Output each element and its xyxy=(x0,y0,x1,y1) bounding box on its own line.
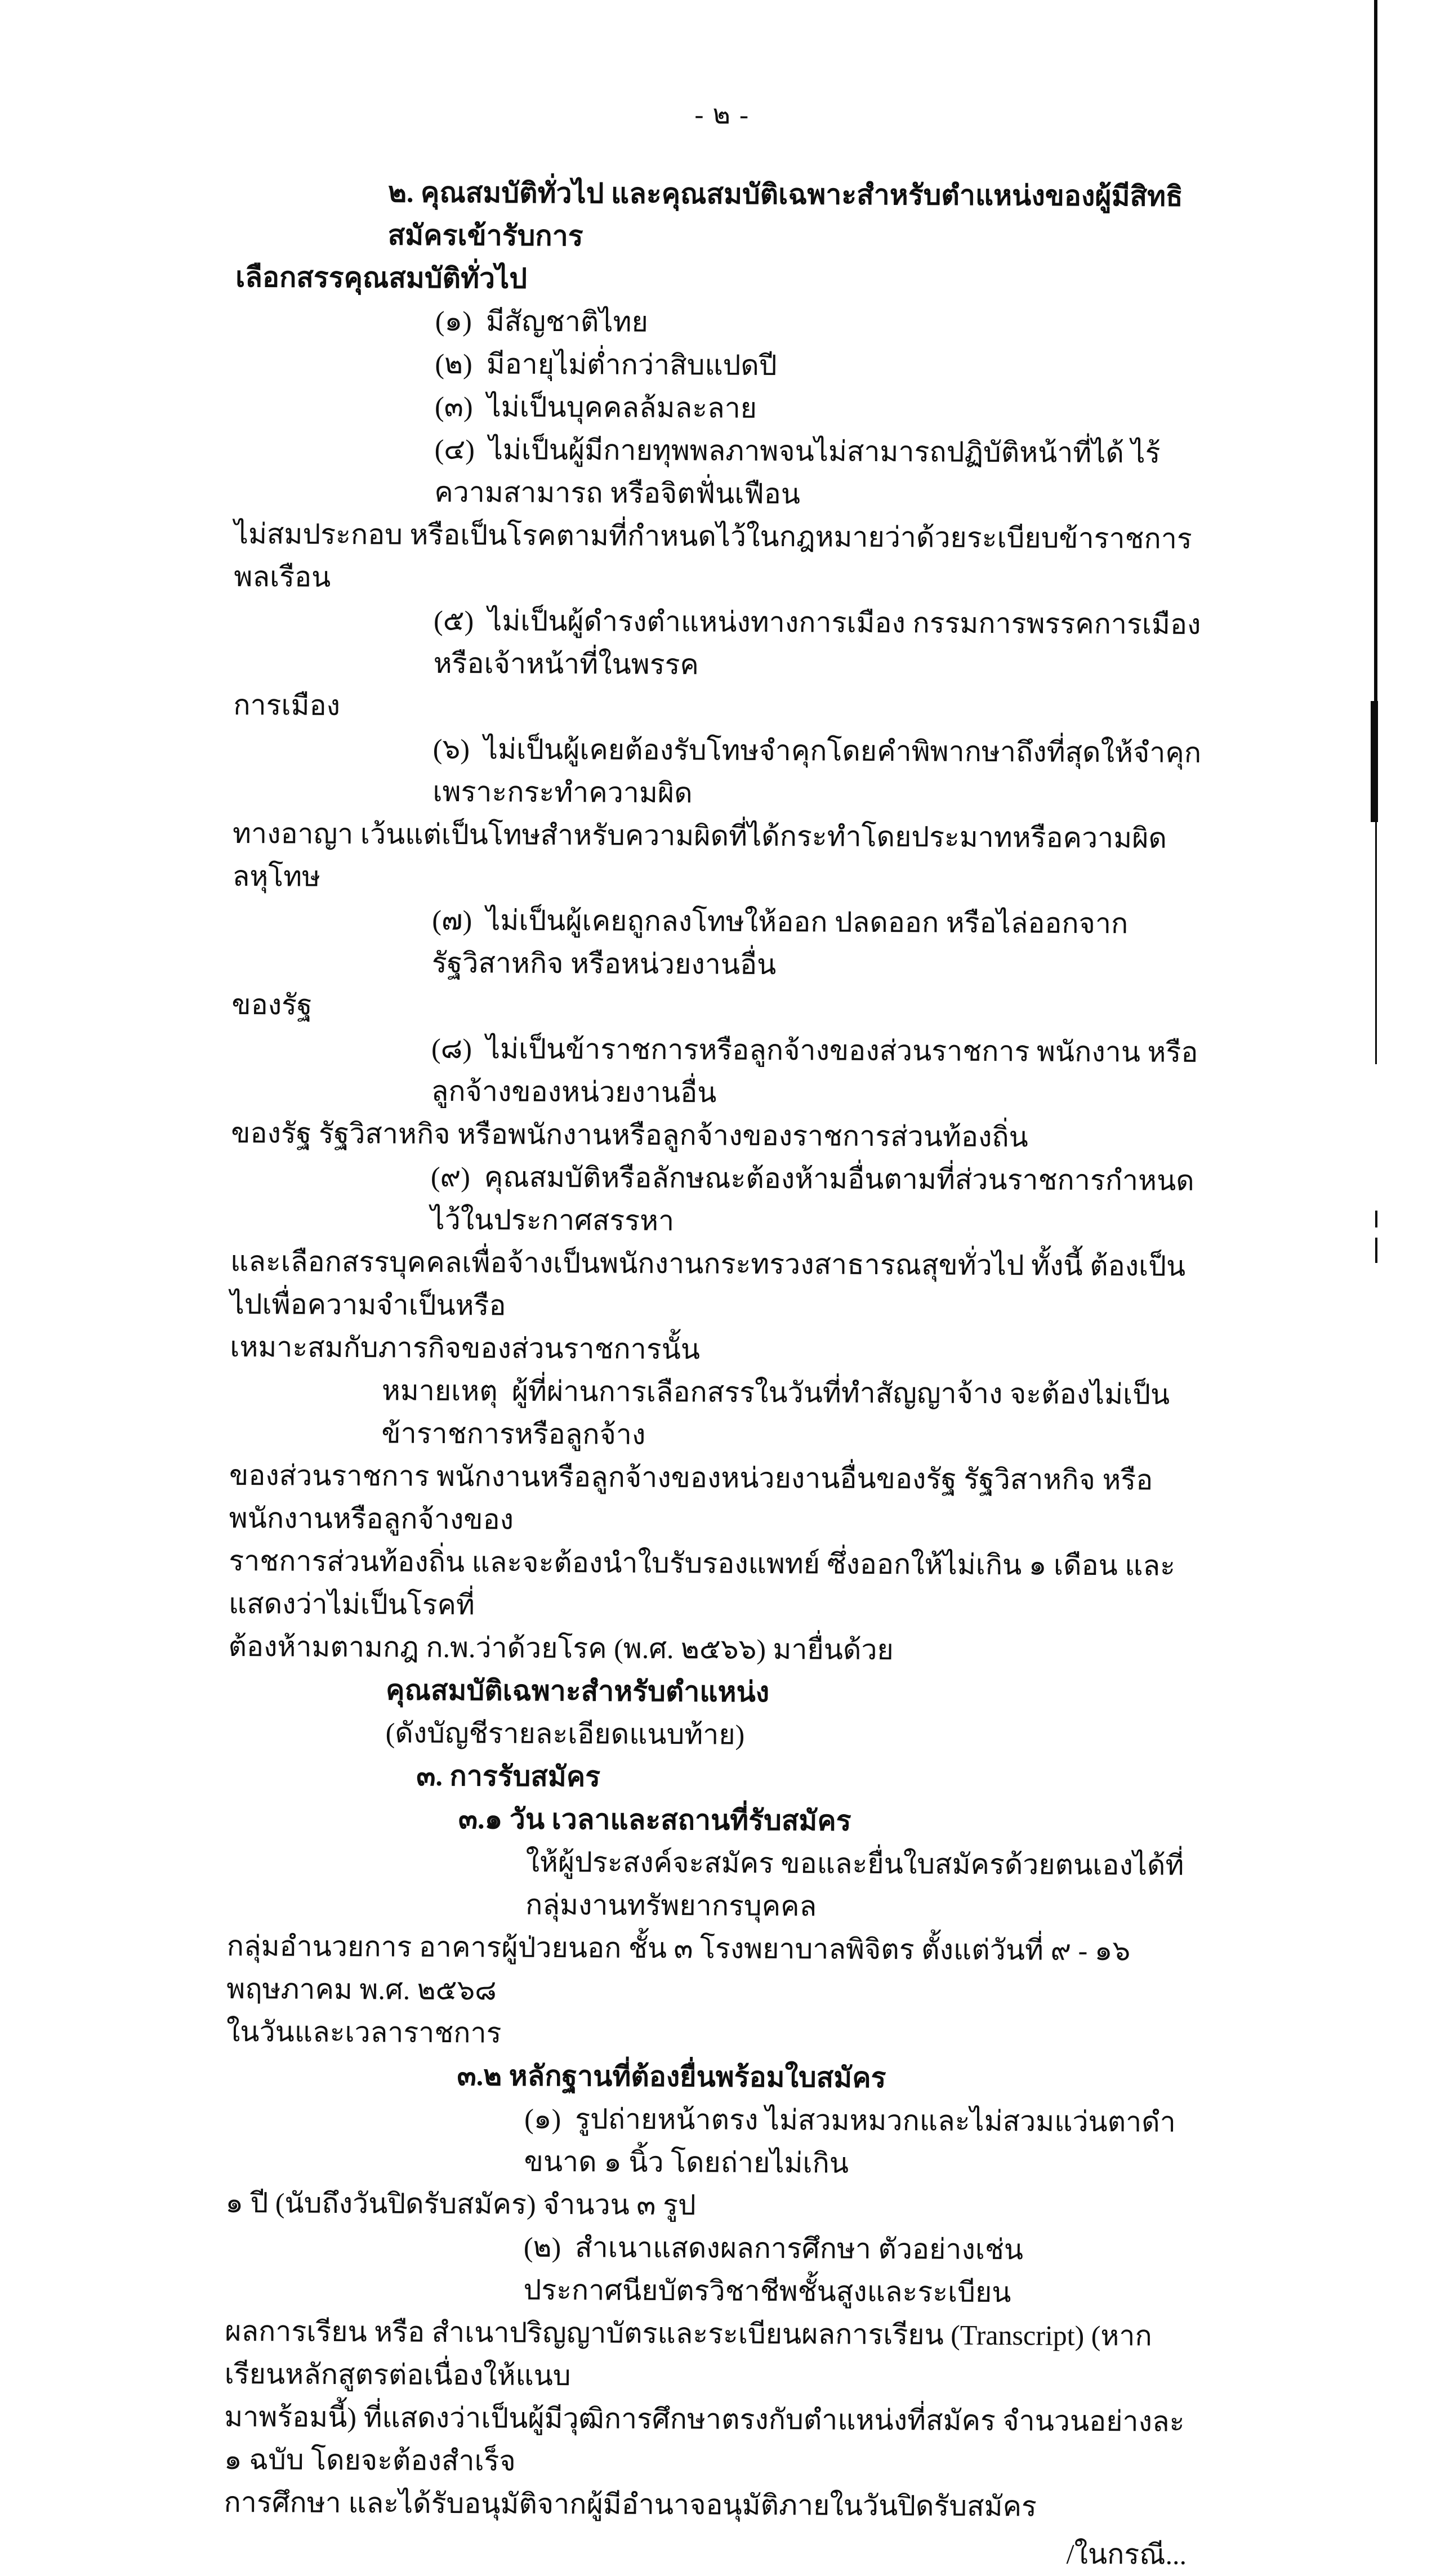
scan-artifact-line xyxy=(1375,1211,1377,1227)
text-line: ๓.๑ วัน เวลาและสถานที่รับสมัคร xyxy=(458,1803,851,1837)
continuation-marker: /ในกรณี... xyxy=(1066,2538,1187,2570)
text-line: (๙) คุณสมบัติหรือลักษณะต้องห้ามอื่นตามที่ส่วนราชการกำหนดไว้ในประกาศสรรหา xyxy=(430,1160,1194,1237)
text-line: มาพร้อมนี้) ที่แสดงว่าเป็นผู้มีวุฒิการศึกษาตรงกับตำแหน่งที่สมัคร จำนวนอย่างละ ๑ ฉบับ โดยจะต้องสำเร็จ xyxy=(224,2400,1192,2477)
text-line: (ดังบัญชีรายละเอียดแนบท้าย) xyxy=(385,1717,745,1751)
text-line: ราชการส่วนท้องถิ่น และจะต้องนำใบรับรองแพทย์ ซึ่งออกให้ไม่เกิน ๑ เดือน และแสดงว่าไม่เป็นโรคที่ xyxy=(228,1544,1176,1621)
text-line: หมายเหตุ ผู้ที่ผ่านการเลือกสรรในวันที่ทำสัญญาจ้าง จะต้องไม่เป็นข้าราชการหรือลูกจ้าง xyxy=(381,1374,1170,1450)
text-line: (๒) มีอายุไม่ต่ำกว่าสิบแปดปี xyxy=(435,347,777,382)
text-line: (๔) ไม่เป็นผู้มีกายทุพพลภาพจนไม่สามารถปฏิบัติหน้าที่ได้ ไร้ความสามารถ หรือจิตฟั่นเฟือน xyxy=(434,433,1161,510)
text-line: การเมือง xyxy=(233,689,341,721)
text-line: กลุ่มอำนวยการ อาคารผู้ป่วยนอก ชั้น ๓ โรงพยาบาลพิจิตร ตั้งแต่วันที่ ๙ - ๑๖ พฤษภาคม พ.ศ. ๒๕๖๘ xyxy=(226,1930,1145,2006)
page-number: - ๒ - xyxy=(694,100,750,130)
text-line: เหมาะสมกับภารกิจของส่วนราชการนั้น xyxy=(230,1331,701,1365)
scan-artifact-line xyxy=(1375,822,1377,1064)
text-line: (๑) รูปถ่ายหน้าตรง ไม่สวมหมวกและไม่สวมแว่นตาดำ ขนาด ๑ นิ้ว โดยถ่ายไม่เกิน xyxy=(524,2102,1183,2179)
text-line: ๒. คุณสมบัติทั่วไป และคุณสมบัติเฉพาะสำหรับตำแหน่งของผู้มีสิทธิสมัครเข้ารับการ xyxy=(387,176,1183,252)
text-line: การศึกษา และได้รับอนุมัติจากผู้มีอำนาจอนุมัติภายในวันปิดรับสมัคร xyxy=(224,2486,1037,2523)
text-line: ของรัฐ xyxy=(231,988,313,1021)
text-line: (๓) ไม่เป็นบุคคลล้มละลาย xyxy=(434,390,757,424)
document-content xyxy=(224,91,1208,2576)
text-line: เลือกสรรคุณสมบัติทั่วไป xyxy=(235,261,528,294)
document-lines xyxy=(224,170,1207,2529)
text-line: ต้องห้ามตามกฎ ก.พ.ว่าด้วยโรค (พ.ศ. ๒๕๖๖) มายื่นด้วย xyxy=(228,1630,894,1666)
text-line: ผลการเรียน หรือ สำเนาปริญญาบัตรและระเบียนผลการเรียน (Transcript) (หากเรียนหลักสูตรต่อเนื่องให้แนบ xyxy=(224,2315,1152,2392)
text-line: ของส่วนราชการ พนักงานหรือลูกจ้างของหน่วยงานอื่นของรัฐ รัฐวิสาหกิจ หรือพนักงานหรือลูกจ้างของ xyxy=(229,1459,1153,1535)
text-line: และเลือกสรรบุคคลเพื่อจ้างเป็นพนักงานกระทรวงสาธารณสุขทั่วไป ทั้งนี้ ต้องเป็นไปเพื่อความจำเป็นหรือ xyxy=(230,1245,1186,1322)
text-line: ๑ ปี (นับถึงวันปิดรับสมัคร) จำนวน ๓ รูป xyxy=(225,2186,696,2221)
text-line: ให้ผู้ประสงค์จะสมัคร ขอและยื่นใบสมัครด้วยตนเองได้ที่กลุ่มงานทรัพยากรบุคคล xyxy=(525,1846,1184,1922)
text-line: ของรัฐ รัฐวิสาหกิจ หรือพนักงานหรือลูกจ้างของราชการส่วนท้องถิ่น xyxy=(231,1117,1028,1153)
text-line: ทางอาญา เว้นแต่เป็นโทษสำหรับความผิดที่ได้กระทำโดยประมาทหรือความผิดลหุโทษ xyxy=(232,817,1167,892)
scan-artifact-line xyxy=(1374,0,1377,701)
text-line: (๑) มีสัญชาติไทย xyxy=(435,305,649,338)
text-line: คุณสมบัติเฉพาะสำหรับตำแหน่ง xyxy=(385,1674,770,1708)
scan-artifact-line xyxy=(1371,701,1378,822)
text-line: ไม่สมประกอบ หรือเป็นโรคตามที่กำหนดไว้ในกฎหมายว่าด้วยระเบียบข้าราชการพลเรือน xyxy=(234,517,1192,593)
text-line: ๓.๒ หลักฐานที่ต้องยื่นพร้อมใบสมัคร xyxy=(457,2060,886,2094)
text-line: (๖) ไม่เป็นผู้เคยต้องรับโทษจำคุกโดยคำพิพากษาถึงที่สุดให้จำคุก เพราะกระทำความผิด xyxy=(432,733,1208,809)
text-line: (๘) ไม่เป็นข้าราชการหรือลูกจ้างของส่วนราชการ พนักงาน หรือลูกจ้างของหน่วยงานอื่น xyxy=(431,1032,1198,1109)
text-line: ๓. การรับสมัคร xyxy=(416,1760,601,1793)
text-line: ในวันและเวลาราชการ xyxy=(226,2015,502,2049)
text-line: (๗) ไม่เป็นผู้เคยถูกลงโทษให้ออก ปลดออก หรือไล่ออกจากรัฐวิสาหกิจ หรือหน่วยงานอื่น xyxy=(431,904,1129,981)
text-line: (๕) ไม่เป็นผู้ดำรงตำแหน่งทางการเมือง กรรมการพรรคการเมือง หรือเจ้าหน้าที่ในพรรค xyxy=(433,604,1208,681)
text-line: (๒) สำเนาแสดงผลการศึกษา ตัวอย่างเช่น ประกาศนียบัตรวิชาชีพชั้นสูงและระเบียน xyxy=(523,2231,1031,2309)
scan-artifact-line xyxy=(1375,1238,1377,1263)
